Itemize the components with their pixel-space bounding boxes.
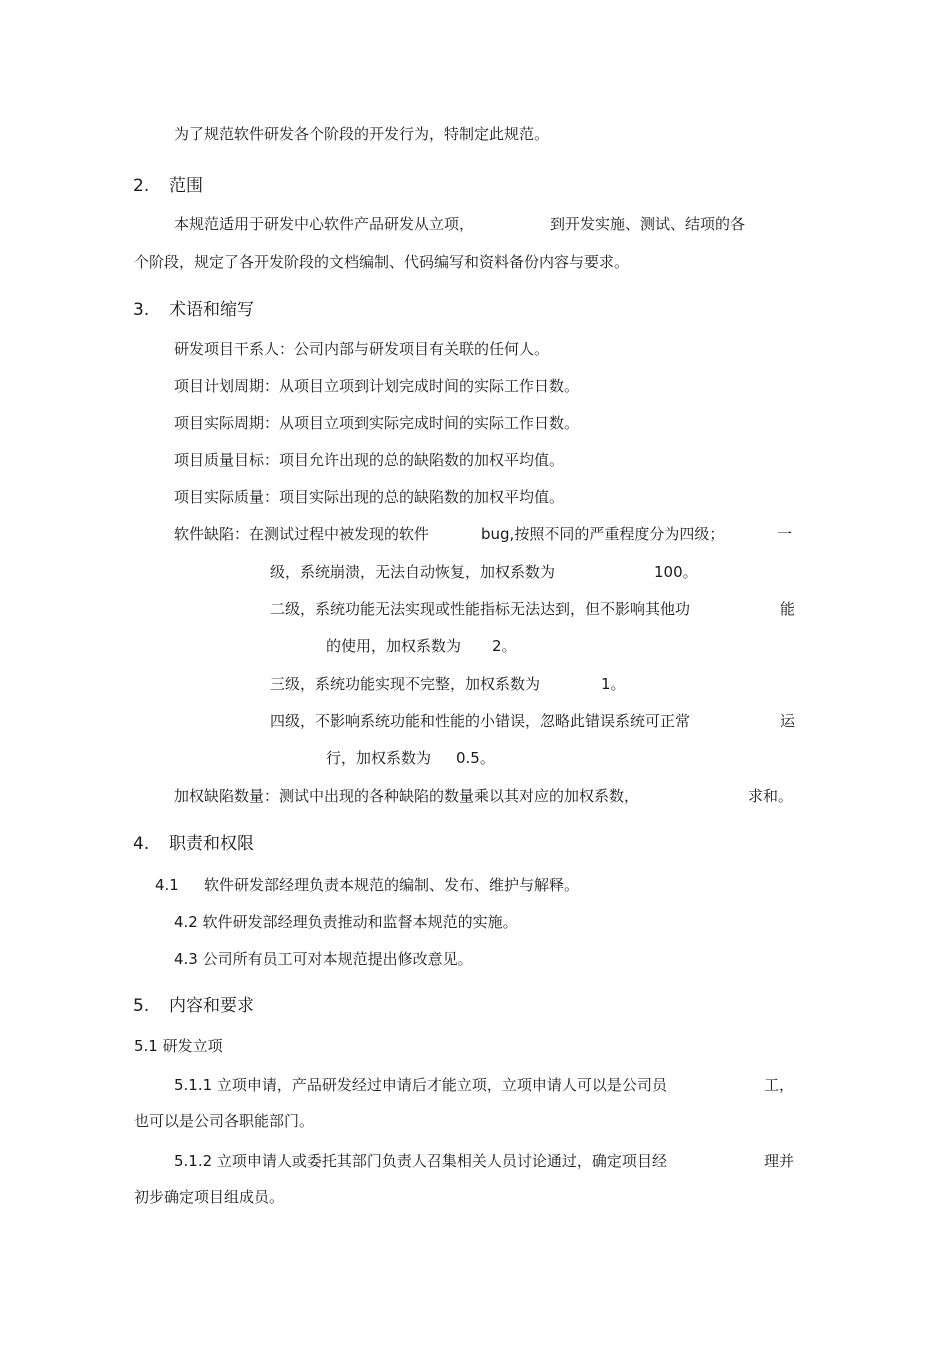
section-4-title: 职责和权限 xyxy=(169,834,254,854)
scope-line-2: 个阶段，规定了各开发阶段的文档编制、代码编写和资料备份内容与要求。 xyxy=(134,253,630,271)
term-quality-target: 项目质量目标：项目允许出现的总的缺陷数的加权平均值。 xyxy=(174,451,565,469)
defect-level-2a: 二级，系统功能无法实现或性能指标无法达到，但不影响其他功 xyxy=(270,600,691,618)
para-5-1-2b: 理并 xyxy=(764,1152,795,1170)
term-planned-cycle: 项目计划周期：从项目立项到计划完成时间的实际工作日数。 xyxy=(174,377,580,395)
para-5-1-2a: 5.1.2 立项申请人或委托其部门负责人召集相关人员讨论通过，确定项目经 xyxy=(174,1152,667,1170)
term-actual-quality: 项目实际质量：项目实际出现的总的缺陷数的加权平均值。 xyxy=(174,488,565,506)
defect-level-4b: 运 xyxy=(780,712,796,730)
defect-level-3a: 三级，系统功能实现不完整，加权系数为 xyxy=(270,675,541,693)
para-5-1-1c: 也可以是公司各职能部门。 xyxy=(134,1112,315,1130)
section-4-number: 4. xyxy=(133,834,150,854)
scope-line-1a: 本规范适用于研发中心软件产品研发从立项， xyxy=(174,215,475,233)
term-stakeholder: 研发项目干系人：公司内部与研发项目有关联的任何人。 xyxy=(174,340,550,358)
term-weighted-defects-a: 加权缺陷数量：测试中出现的各种缺陷的数量乘以其对应的加权系数， xyxy=(174,787,640,805)
term-weighted-defects-b: 求和。 xyxy=(748,787,794,805)
section-3-number: 3. xyxy=(133,300,150,320)
para-5-1-2c: 初步确定项目组成员。 xyxy=(134,1188,285,1206)
section-5-title: 内容和要求 xyxy=(169,996,254,1016)
purpose-text: 为了规范软件研发各个阶段的开发行为，特制定此规范。 xyxy=(174,125,550,143)
defect-level-1a: 级，系统崩溃，无法自动恢复，加权系数为 xyxy=(270,563,556,581)
section-3-title: 术语和缩写 xyxy=(169,300,254,320)
term-defect-b: bug,按照不同的严重程度分为四级； xyxy=(481,525,725,543)
defect-level-2d: 2。 xyxy=(492,637,517,655)
subsection-5-1: 5.1 研发立项 xyxy=(134,1037,223,1055)
para-5-1-1b: 工， xyxy=(764,1076,795,1094)
term-actual-cycle: 项目实际周期：从项目立项到实际完成时间的实际工作日数。 xyxy=(174,414,580,432)
duty-4-1-number: 4.1 xyxy=(155,876,179,894)
section-2-number: 2. xyxy=(133,176,150,196)
term-defect-c: 一 xyxy=(777,525,793,543)
defect-level-2c: 的使用，加权系数为 xyxy=(326,637,462,655)
term-defect-a: 软件缺陷：在测试过程中被发现的软件 xyxy=(174,525,430,543)
section-5-number: 5. xyxy=(133,996,150,1016)
defect-level-4d: 0.5。 xyxy=(456,749,495,767)
duty-4-1-text: 软件研发部经理负责本规范的编制、发布、维护与解释。 xyxy=(204,876,580,894)
duty-4-2: 4.2 软件研发部经理负责推动和监督本规范的实施。 xyxy=(174,913,518,931)
scope-line-1b: 到开发实施、测试、结项的各 xyxy=(550,215,746,233)
duty-4-3: 4.3 公司所有员工可对本规范提出修改意见。 xyxy=(174,950,473,968)
defect-level-4a: 四级，不影响系统功能和性能的小错误，忽略此错误系统可正常 xyxy=(270,712,691,730)
defect-level-4c: 行，加权系数为 xyxy=(326,749,432,767)
section-2-title: 范围 xyxy=(169,176,203,196)
defect-level-1b: 100。 xyxy=(654,563,698,581)
defect-level-3b: 1。 xyxy=(601,675,626,693)
para-5-1-1a: 5.1.1 立项申请，产品研发经过申请后才能立项，立项申请人可以是公司员 xyxy=(174,1076,667,1094)
defect-level-2b: 能 xyxy=(780,600,796,618)
